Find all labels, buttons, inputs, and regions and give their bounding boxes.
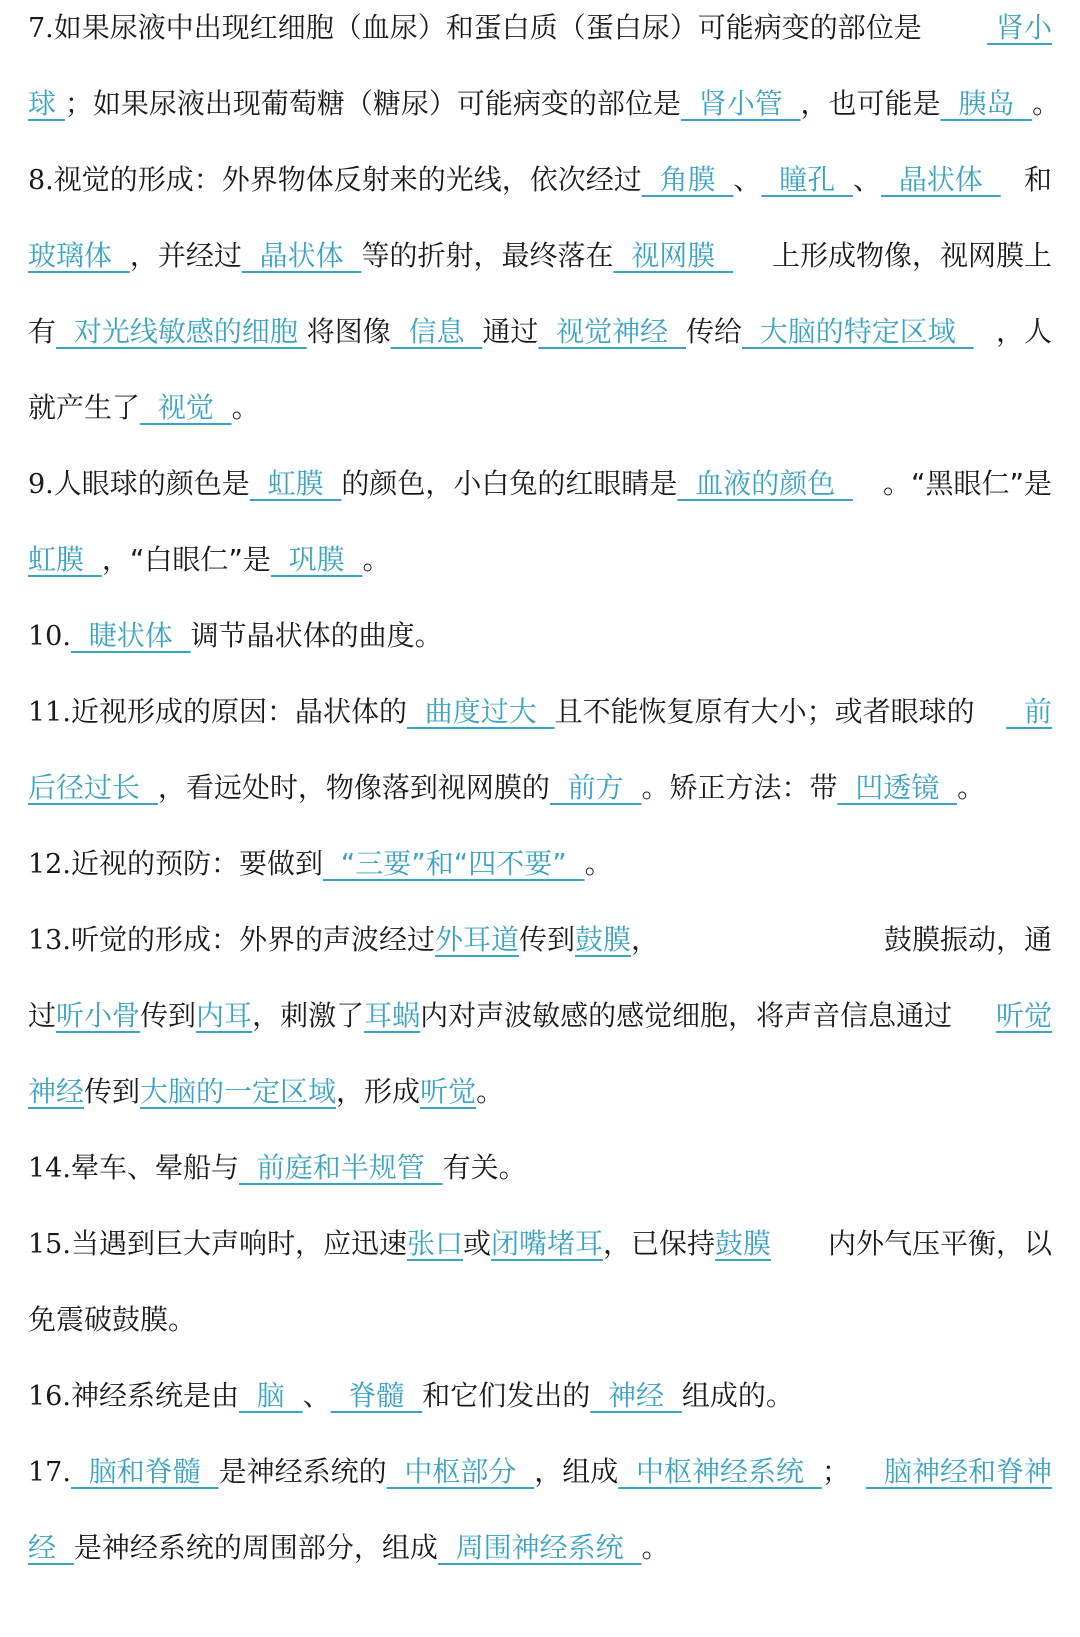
answer-blank: 中枢神经系统 <box>618 1455 822 1488</box>
answer-blank: 视网膜 <box>613 239 734 272</box>
answer-blank: 脊髓 <box>330 1379 423 1412</box>
question-text: 、 <box>733 163 762 196</box>
answer-blank: 周围神经系统 <box>437 1531 642 1564</box>
answer-blank: 瞳孔 <box>761 163 854 196</box>
question-text: 听觉的形成：外界的声波经过 <box>70 923 435 956</box>
answer-blank: 信息 <box>390 315 483 348</box>
answer-blank: 角膜 <box>641 163 734 196</box>
answer-blank: 前方 <box>549 771 642 804</box>
answer-blank: 内耳 <box>196 999 253 1032</box>
answer-blank: 听小骨 <box>56 999 141 1032</box>
question-text: 免震破鼓膜。 <box>28 1303 197 1336</box>
question-text: 。 <box>641 1531 670 1564</box>
question-text: 视觉的形成：外界物体反射来的光线，依次经过 <box>53 163 642 196</box>
question-text: 传给 <box>685 315 742 348</box>
answer-blank: 鼓膜 <box>715 1227 772 1260</box>
question-text: ， <box>631 923 660 956</box>
answer-blank: 神经 <box>28 1075 85 1108</box>
question-text: 晕车、晕船与 <box>70 1151 239 1184</box>
question-text: 传到 <box>518 923 575 956</box>
question-text: 如果尿液中出现红细胞（血尿）和蛋白质（蛋白尿）可能病变的部位是 <box>53 11 922 44</box>
answer-blank: 球 <box>28 87 65 120</box>
question-text: 人眼球的颜色是 <box>53 467 250 500</box>
item-13-line-1 <box>28 900 1052 980</box>
question-text: 有关。 <box>442 1151 527 1184</box>
answer-blank: 凹透镜 <box>837 771 958 804</box>
question-text: 组成的。 <box>681 1379 794 1412</box>
answer-blank: 经 <box>28 1531 74 1564</box>
answer-blank: 听觉 <box>420 1075 477 1108</box>
answer-blank: 前庭和半规管 <box>238 1151 443 1184</box>
answer-blank: 鼓膜 <box>575 923 632 956</box>
item-number: 12. <box>28 849 71 880</box>
item-number: 11. <box>28 697 71 728</box>
item-number: 7. <box>28 13 54 44</box>
answer-blank: 视觉 <box>140 391 232 424</box>
question-text: 、 <box>853 163 882 196</box>
question-text: 鼓膜振动，通 <box>883 923 1052 956</box>
answer-blank: 中枢部分 <box>386 1455 535 1488</box>
item-17-line-1 <box>28 1432 1052 1512</box>
item-11-line-1 <box>28 672 1052 752</box>
question-text: 。 <box>362 543 391 576</box>
answer-blank: 肾小 <box>987 11 1052 44</box>
question-text: 的颜色，小白兔的红眼睛是 <box>341 467 678 500</box>
question-text: 上形成物像，视网膜上 <box>771 239 1052 272</box>
question-text: ，并经过 <box>129 239 242 272</box>
answer-blank: 大脑的一定区域 <box>140 1075 337 1108</box>
answer-blank: 血液的颜色 <box>677 467 854 500</box>
question-text: 或 <box>462 1227 491 1260</box>
answer-blank: 曲度过大 <box>406 695 555 728</box>
item-9-line-2 <box>28 520 1052 600</box>
question-text: 内对声波敏感的感觉细胞，将声音信息通过 <box>420 999 953 1032</box>
item-number: 14. <box>28 1153 71 1184</box>
answer-blank: 虹膜 <box>249 467 342 500</box>
answer-blank: 肾小管 <box>680 87 801 120</box>
item-number: 16. <box>28 1381 71 1412</box>
item-number: 13. <box>28 925 71 956</box>
answer-blank: 大脑的特定区域 <box>741 315 974 348</box>
question-text: ；如果尿液出现葡萄糖（糖尿）可能病变的部位是 <box>64 87 681 120</box>
answer-blank: “三要”和“四不要” <box>322 847 585 880</box>
item-9-line-1 <box>28 444 1052 524</box>
item-number: 8. <box>28 165 54 196</box>
question-text: 是神经系统的周围部分，组成 <box>73 1531 438 1564</box>
item-8-line-1 <box>28 140 1052 220</box>
item-14-line-1 <box>28 1128 1052 1208</box>
answer-blank: 视觉神经 <box>538 315 686 348</box>
question-text: 当遇到巨大声响时，应迅速 <box>70 1227 407 1260</box>
answer-blank: 胰岛 <box>940 87 1033 120</box>
question-text: ，“白眼仁”是 <box>101 543 271 576</box>
item-8-line-3 <box>28 292 1052 372</box>
item-7-line-2 <box>28 64 1061 144</box>
answer-blank: 闭嘴堵耳 <box>491 1227 604 1260</box>
item-number: 9. <box>28 469 54 500</box>
question-text: 。 <box>1032 87 1061 120</box>
item-13-line-3 <box>28 1052 1052 1132</box>
answer-blank: 前 <box>1006 695 1052 728</box>
question-text: 过 <box>28 999 57 1032</box>
question-text: 。矫正方法：带 <box>641 771 838 804</box>
answer-blank: 晶状体 <box>881 163 1001 196</box>
item-17-line-2 <box>28 1508 1052 1588</box>
answer-blank: 耳蜗 <box>364 999 421 1032</box>
item-number: 10. <box>28 621 71 652</box>
item-16-line-1 <box>28 1356 1052 1436</box>
question-text: 。 <box>476 1075 505 1108</box>
answer-blank: 睫状体 <box>70 619 191 652</box>
question-text: 是神经系统的 <box>218 1455 387 1488</box>
question-text: 内外气压平衡，以 <box>827 1227 1052 1260</box>
answer-blank: 听觉 <box>995 999 1052 1032</box>
answer-blank: 脑神经和脊神 <box>866 1455 1052 1488</box>
item-15-line-2 <box>28 1280 1052 1360</box>
question-text: 且不能恢复原有大小；或者眼球的 <box>554 695 975 728</box>
question-text: ； <box>821 1455 850 1488</box>
question-text: 近视的预防：要做到 <box>70 847 323 880</box>
question-text: 传到 <box>140 999 197 1032</box>
question-text: ，也可能是 <box>800 87 941 120</box>
question-text: 传到 <box>84 1075 141 1108</box>
question-text: ，看远处时，物像落到视网膜的 <box>157 771 550 804</box>
question-text: 。 <box>957 771 986 804</box>
answer-blank: 玻璃体 <box>28 239 130 272</box>
question-text: 和 <box>1023 163 1052 196</box>
answer-blank: 神经 <box>590 1379 682 1412</box>
answer-blank: 巩膜 <box>270 543 363 576</box>
question-text: 将图像 <box>306 315 391 348</box>
item-7-line-1 <box>28 0 1052 68</box>
item-10-line-1 <box>28 596 1052 676</box>
question-text: 。“黑眼仁”是 <box>882 467 1052 500</box>
item-number: 15. <box>28 1229 71 1260</box>
question-text: 有 <box>28 315 57 348</box>
answer-blank: 对光线敏感的细胞 <box>56 315 307 348</box>
answer-blank: 脑和脊髓 <box>70 1455 219 1488</box>
question-text: 近视形成的原因：晶状体的 <box>70 695 407 728</box>
item-number: 17. <box>28 1457 71 1488</box>
answer-blank: 张口 <box>406 1227 463 1260</box>
question-text: ，形成 <box>336 1075 421 1108</box>
question-text: 。 <box>584 847 613 880</box>
question-text: ，组成 <box>534 1455 619 1488</box>
question-text: ，刺激了 <box>252 999 365 1032</box>
question-text: 、 <box>302 1379 331 1412</box>
question-text: ，已保持 <box>603 1227 716 1260</box>
question-text: 等的折射，最终落在 <box>361 239 614 272</box>
question-text: ，人 <box>995 315 1052 348</box>
question-text: 神经系统是由 <box>70 1379 239 1412</box>
question-text: 调节晶状体的曲度。 <box>190 619 443 652</box>
question-text: 就产生了 <box>28 391 141 424</box>
question-text: 。 <box>231 391 260 424</box>
item-8-line-4 <box>28 368 1052 448</box>
answer-blank: 后径过长 <box>28 771 158 804</box>
question-text: 通过 <box>482 315 539 348</box>
answer-blank: 脑 <box>238 1379 303 1412</box>
question-text: 和它们发出的 <box>422 1379 591 1412</box>
item-11-line-2 <box>28 748 1052 828</box>
item-13-line-2 <box>28 976 1052 1056</box>
item-8-line-2 <box>28 216 1052 296</box>
answer-blank: 虹膜 <box>28 543 102 576</box>
answer-blank: 晶状体 <box>241 239 362 272</box>
item-12-line-1 <box>28 824 1052 904</box>
item-15-line-1 <box>28 1204 1052 1284</box>
answer-blank: 外耳道 <box>434 923 519 956</box>
